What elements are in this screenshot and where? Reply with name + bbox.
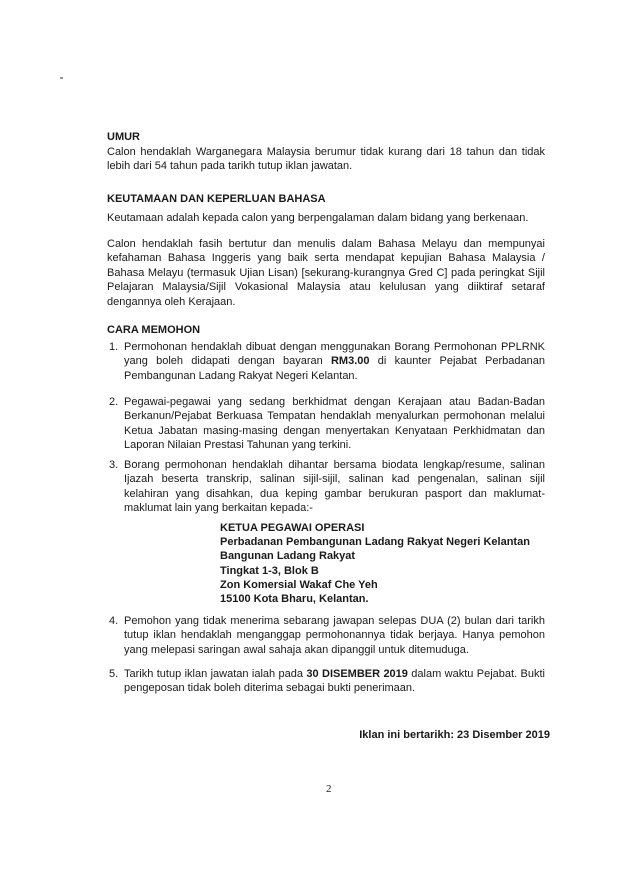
address-line: 15100 Kota Bharu, Kelantan. [220,593,369,606]
item-text-after: dalam waktu Pejabat. Bukti pengeposan tidak boleh diterima sebagai bukti penerimaan. [124,668,545,695]
closing-date: 30 DISEMBER 2019 [306,668,408,680]
page-number: 2 [326,783,332,795]
section-heading-cara: CARA MEMOHON [107,324,201,336]
item-text [124,340,545,383]
item-text-before: Permohonan hendaklah dibuat dengan menggunakan Borang Permohonan PPLRNK yang boleh didapati dengan bayaran [124,341,545,368]
address-line: KETUA PEGAWAI OPERASI [220,522,365,534]
scan-speck [60,77,63,79]
advert-date: Iklan ini bertarikh: 23 Disember 2019 [359,729,550,741]
section-heading-bahasa: KEUTAMAAN DAN KEPERLUAN BAHASA [107,193,326,205]
address-line: Zon Komersial Wakaf Che Yeh [220,578,378,591]
item-text [124,667,545,696]
bahasa-paragraph-2: Calon hendaklah fasih bertutur dan menulis dalam Bahasa Melayu dan mempunyai kefahaman Bahasa Inggeris yang baik serta mendapat kepujian Bahasa Malaysia / Bahasa Melayu (termasuk Ujian Lisan) [sekurang-kurangnya Gred C] pada peringkat Sijil Pelajaran Malaysia/Sijil Vokasional Malaysia atau kelulusan yang diiktiraf setaraf dengannya oleh Kerajaan. [107,238,545,308]
item-number: 4. [109,615,119,627]
item-text: Pemohon yang tidak menerima sebarang jawapan selepas DUA (2) bulan dari tarikh tutup iklan hendaklah menganggap permohonannya tidak berjaya. Hanya pemohon yang melepasi saringan awal sahaja akan dipanggil untuk ditemuduga. [124,615,545,656]
item-number: 2. [109,396,119,408]
bahasa-paragraph-1: Keutamaan adalah kepada calon yang berpengalaman dalam bidang yang berkenaan. [107,212,529,224]
section-heading-umur: UMUR [107,131,140,143]
item-text: Pegawai-pegawai yang sedang berkhidmat dengan Kerajaan atau Badan-Badan Berkanun/Pejabat Berkuasa Tempatan hendaklah menyalurkan permohonan melalui Ketua Jabatan masing-masing dengan menyertakan Kenyataan Perkhidmatan dan Laporan Nilaian Prestasi Tahunan yang terkini. [124,396,545,452]
umur-paragraph: Calon hendaklah Warganegara Malaysia berumur tidak kurang dari 18 tahun dan tidak lebih dari 54 tahun pada tarikh tutup iklan jawatan. [107,146,545,173]
address-line: Bangunan Ladang Rakyat [220,550,356,563]
fee-amount: RM3.00 [330,355,370,368]
address-line: Tingkat 1-3, Blok B [220,564,319,577]
item-text-before: Tarikh tutup iklan jawatan ialah pada [124,668,307,680]
address-line: Perbadanan Pembangunan Ladang Rakyat Negeri Kelantan [220,536,530,549]
item-text-after: di kaunter Pejabat Perbadanan Pembangunan Ladang Rakyat Negeri Kelantan. [124,355,545,382]
item-number: 3. [109,459,119,471]
item-number: 5. [109,668,119,680]
item-number: 1. [109,341,119,353]
address-block [220,521,530,606]
item-text: Borang permohonan hendaklah dihantar bersama biodata lengkap/resume, salinan Ijazah beserta transkrip, salinan sijil-sijil, salinan kad pengenalan, salinan sijil kelahiran yang disahkan, dua keping gambar berukuran pasport dan maklumat-maklumat lain yang berkaitan kepada:- [124,459,545,515]
